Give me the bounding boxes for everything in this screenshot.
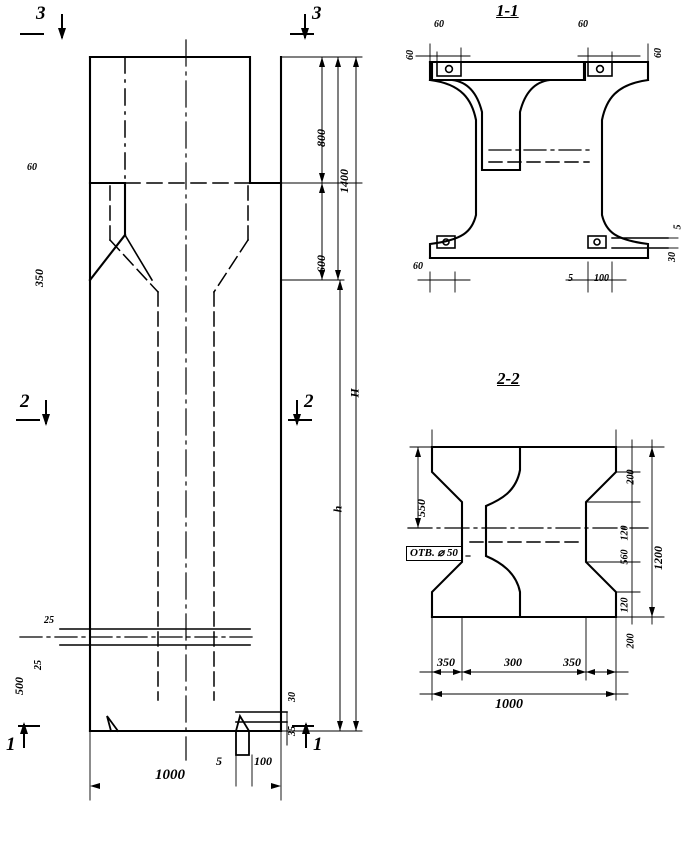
dim-elev-100: 100: [254, 754, 272, 768]
dim-elev-800: 800: [314, 129, 328, 147]
section-mark-1-right: 1: [313, 734, 323, 755]
title-section-1-1: 1-1: [496, 1, 519, 20]
hole-note-label: ОТВ. ⌀ 50: [406, 546, 462, 561]
dim-elev-H: H: [347, 388, 362, 398]
dim-22-560: 560: [619, 549, 631, 565]
dim-elev-350: 350: [32, 269, 46, 287]
dim-11-60-bl: 60: [413, 261, 423, 272]
dim-22-200-bottom: 200: [625, 633, 637, 649]
dim-22-300: 300: [504, 655, 522, 669]
dim-22-350-left: 350: [437, 655, 455, 669]
dim-22-350-right: 350: [563, 655, 581, 669]
dim-elev-30: 30: [287, 692, 298, 702]
dim-elev-600: 600: [314, 255, 328, 273]
dim-11-5-bm: 5: [568, 273, 573, 284]
dim-elev-5: 5: [216, 754, 222, 768]
dim-11-30-right: 30: [667, 252, 678, 262]
dim-11-60-tr-v: 60: [653, 48, 664, 58]
dim-11-5-right: 5: [672, 224, 684, 230]
dim-11-60-tl-v: 60: [405, 50, 416, 60]
dim-22-1000: 1000: [495, 697, 523, 712]
dim-22-120-lower: 120: [619, 597, 631, 613]
dim-elev-h: h: [330, 505, 345, 513]
dim-elev-1400: 1400: [337, 169, 351, 193]
section-mark-1-left: 1: [6, 734, 16, 755]
dim-elev-25-upper: 25: [44, 615, 54, 626]
dim-22-200-top: 200: [625, 469, 637, 485]
dim-11-60-tl: 60: [434, 19, 444, 30]
dim-elev-60-left: 60: [27, 162, 37, 173]
section-mark-2-right: 2: [304, 391, 314, 412]
title-section-2-2: 2-2: [497, 369, 520, 388]
dim-11-60-tr: 60: [578, 19, 588, 30]
dim-11-100-br: 100: [594, 273, 609, 284]
dim-elev-500: 500: [12, 677, 26, 695]
dim-22-1200: 1200: [651, 546, 665, 570]
dim-22-550: 550: [414, 499, 428, 517]
dim-elev-1000: 1000: [155, 767, 185, 783]
section-mark-3-left: 3: [36, 3, 46, 24]
dim-elev-35: 35: [287, 726, 298, 736]
dim-22-120-upper: 120: [619, 525, 631, 541]
section-mark-2-left: 2: [20, 391, 30, 412]
section-mark-3-right: 3: [312, 3, 322, 24]
dim-elev-25-lower: 25: [33, 660, 44, 670]
